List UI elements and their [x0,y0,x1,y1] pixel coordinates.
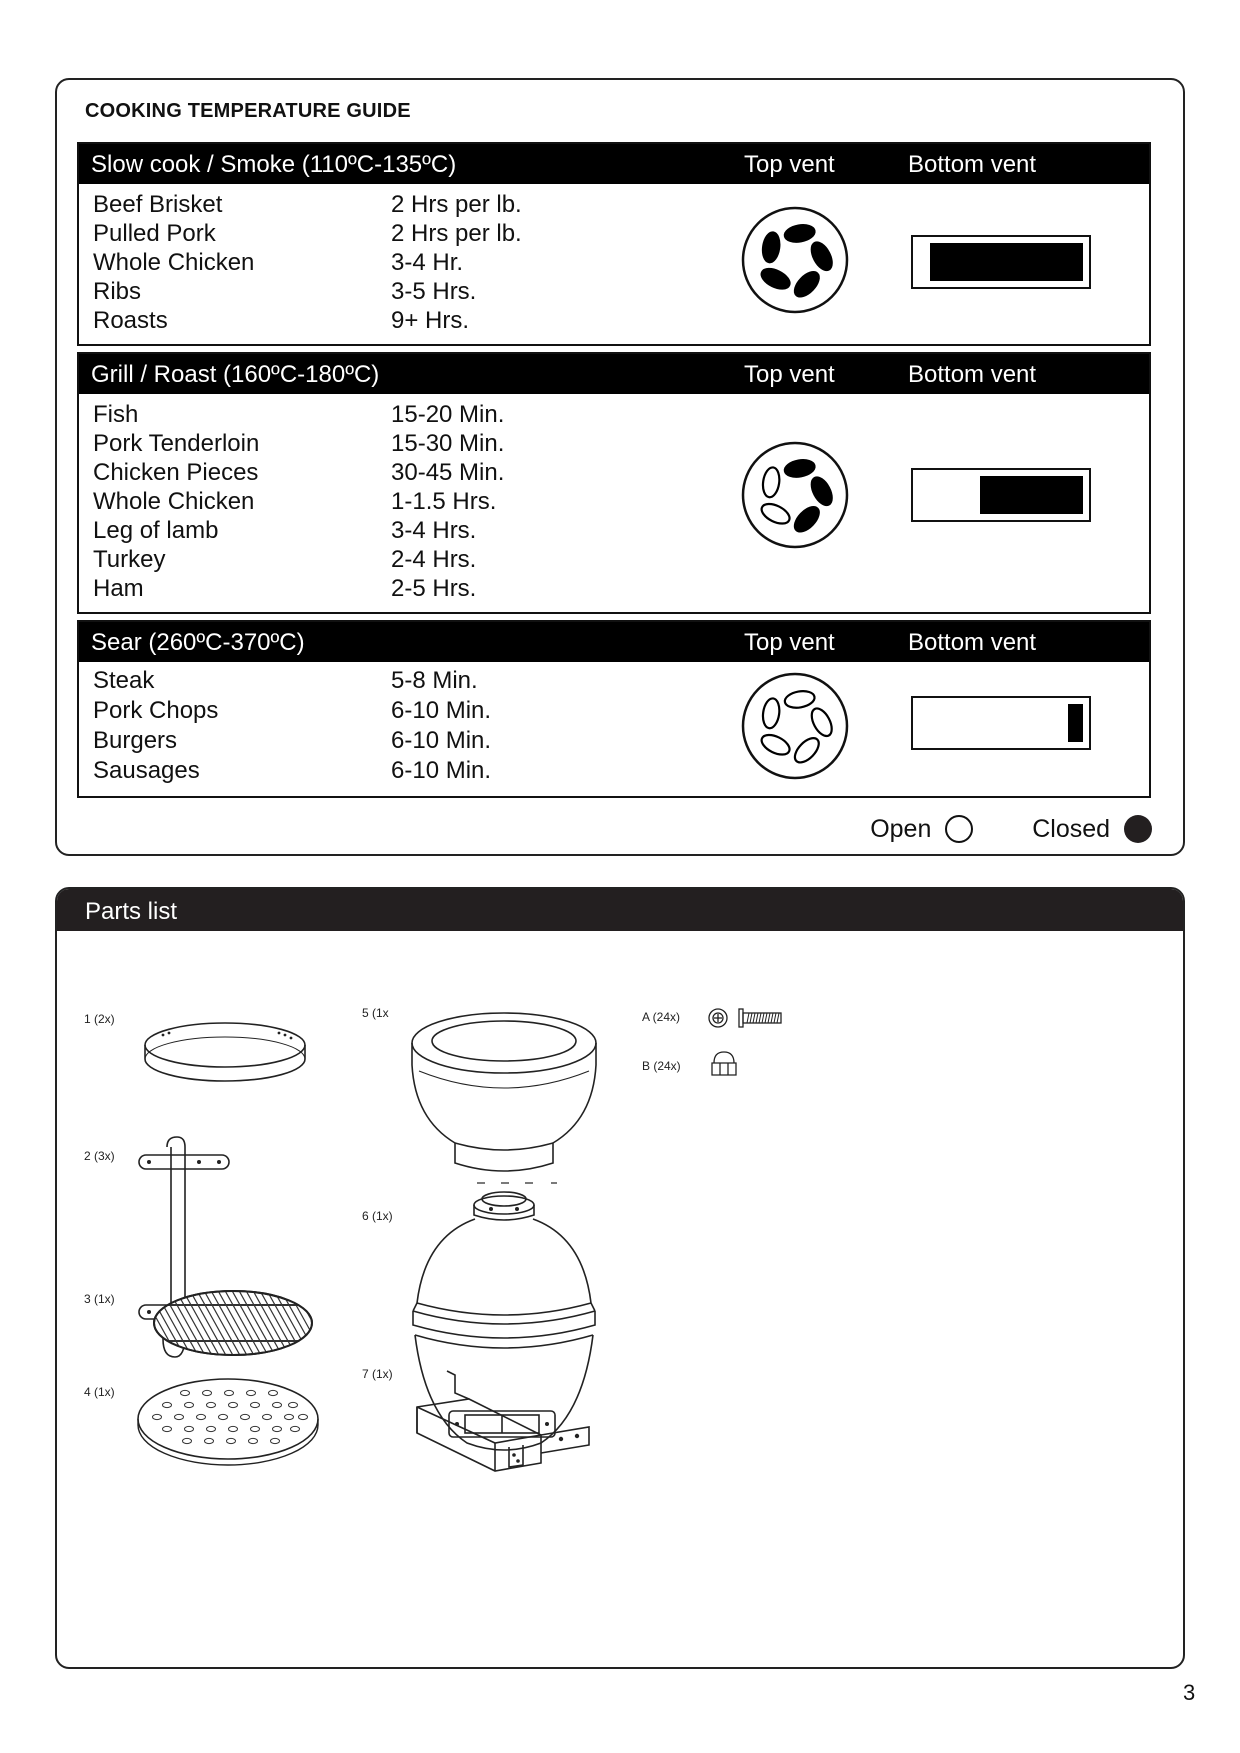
bottom-vent-label: Bottom vent [908,151,1037,178]
cap-nut-icon [709,1049,739,1079]
parts-list [55,887,1185,1669]
top-vent-label: Top vent [744,629,835,656]
top-vent-icon [739,204,851,316]
top-vent-label: Top vent [744,151,835,178]
part-b-label: B (24x) [642,1059,681,1073]
part-7-label: 7 (1x) [362,1367,393,1381]
vent-legend [870,814,1153,844]
legend-closed-label: Closed [1032,815,1111,843]
bottom-vent-closed-portion [930,243,1083,281]
section-sear: Sear (260ºC-370ºC) Top vent Bottom vent Steak 5-8 Min. Pork Chops 6-10 Min. Burgers 6-10 Min. Sausages 6-10 Min. [77,620,1151,798]
bottom-vent-icon [911,696,1091,750]
handle-bracket-icon [411,1367,601,1479]
bottom-vent-closed-portion [980,476,1083,514]
section-grill-roast: Grill / Roast (160ºC-180ºC) Top vent Bottom vent Fish 15-20 Min. Pork Tenderloin 15-30 Min. Chicken Pieces 30-45 Min. Whole Chicken 1-1.5 Hrs. Leg of lamb 3-4 Hrs. Turkey 2-4 Hrs. Ham 2-5 Hrs. [77,352,1151,614]
part-3-label: 3 (1x) [84,1292,115,1306]
charcoal-plate-icon [135,1375,321,1467]
top-vent-icon [739,670,851,782]
closed-circle-icon [1123,814,1153,844]
fire-ring-icon [139,1007,311,1097]
ceramic-base-icon [405,1007,603,1195]
page-number: 3 [1183,1680,1196,1705]
part-4-label: 4 (1x) [84,1385,115,1399]
bottom-vent-label: Bottom vent [908,629,1037,656]
bottom-vent-icon [911,468,1091,522]
open-circle-icon [944,814,974,844]
section-slow-cook: Slow cook / Smoke (110ºC-135ºC) Top vent Bottom vent Beef Brisket 2 Hrs per lb. Pulled Pork 2 Hrs per lb. Whole Chicken 3-4 Hr. Ribs 3-5 Hrs. Roasts 9+ Hrs. [77,142,1151,346]
section-header [79,144,1149,184]
part-1-label: 1 (2x) [84,1012,115,1026]
part-2-label: 2 (3x) [84,1149,115,1163]
section-title: Sear (260ºC-370ºC) [91,629,305,656]
section-title: Grill / Roast (160ºC-180ºC) [91,361,380,388]
part-6-label: 6 (1x) [362,1209,393,1223]
top-vent-icon [739,439,851,551]
bottom-vent-label: Bottom vent [908,361,1037,388]
guide-title: COOKING TEMPERATURE GUIDE [85,100,411,122]
parts-list-header [57,889,1183,931]
cooking-grate-icon [151,1287,315,1359]
section-header [79,354,1149,394]
section-title: Slow cook / Smoke (110ºC-135ºC) [91,151,457,178]
bottom-vent-icon [911,235,1091,289]
top-vent-label: Top vent [744,361,835,388]
part-5-label: 5 (1x [362,1006,389,1020]
bolt-icon [707,1005,785,1031]
bottom-vent-closed-portion [1068,704,1083,742]
section-header [79,622,1149,662]
legend-open-label: Open [870,815,932,843]
part-a-label: A (24x) [642,1010,681,1024]
cooking-temperature-guide [55,78,1185,856]
parts-list-title: Parts list [85,898,178,925]
